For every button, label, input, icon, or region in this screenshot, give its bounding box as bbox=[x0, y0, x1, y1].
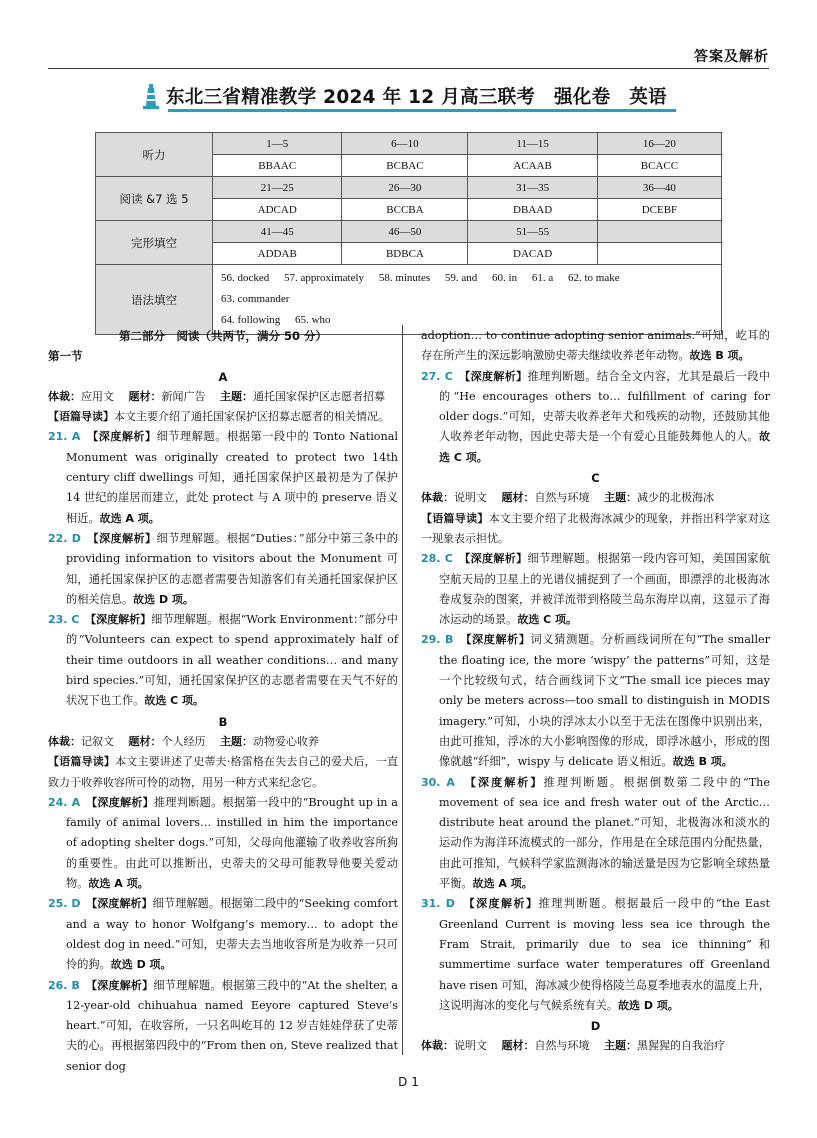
answer-cell: BBAAC bbox=[213, 155, 342, 177]
page-number: D 1 bbox=[398, 1075, 419, 1089]
answer-cell: ADCAD bbox=[213, 199, 342, 221]
range-cell: 11—15 bbox=[468, 133, 597, 155]
passage-label: C bbox=[591, 471, 600, 486]
range-cell bbox=[597, 221, 721, 243]
lighthouse-icon bbox=[140, 82, 162, 110]
grammar-item: 60. in bbox=[492, 272, 518, 284]
grammar-item: 58. minutes bbox=[378, 272, 431, 284]
passage-label: A bbox=[218, 369, 228, 384]
left-column bbox=[48, 326, 398, 1077]
range-cell: 6—10 bbox=[342, 133, 468, 155]
answer-key-label: 答案及解析 bbox=[694, 49, 769, 65]
answer-table bbox=[95, 132, 722, 335]
section-label: 第一节 bbox=[48, 349, 83, 364]
grammar-item: 63. commander bbox=[221, 293, 290, 305]
reading-label: 阅读 &7 选 5 bbox=[96, 177, 213, 221]
range-cell: 21—25 bbox=[213, 177, 342, 199]
range-cell: 26—30 bbox=[342, 177, 468, 199]
answer-cell bbox=[597, 243, 721, 265]
answer-cell: BDBCA bbox=[342, 243, 468, 265]
column-divider bbox=[402, 325, 403, 1055]
range-cell: 41—45 bbox=[213, 221, 342, 243]
passage-guide: 【语篇导读】本文主要介绍了北极海冰减少的现象，并指出科学家对这一现象表示担忧。 bbox=[421, 511, 771, 545]
question-25: 25. D 【深度解析】细节理解题。根据第二段中的“Seeking comfort and a way to honor Wolfgang’s memory… to adopt the oldest dog in need.”可知，史蒂夫去当地收容所是为收养一只可怜的狗。故选 D 项。 bbox=[48, 897, 398, 972]
question-28: 28. C 【深度解析】细节理解题。根据第一段内容可知，美国国家航空航天局的卫星上的光谱仪捕捉到了一个画面，即漂浮的北极海冰卷成复杂的图案，并被洋流带到格陵兰岛东海岸以南，这显示了海冰运动的场景。故选 C 项。 bbox=[421, 552, 771, 627]
passage-meta: 体裁：说明文 题材：自然与环境 主题：黑猩猩的自我治疗 bbox=[421, 1039, 725, 1053]
answer-cell: BCBAC bbox=[342, 155, 468, 177]
question-24: 24. A 【深度解析】推理判断题。根据第一段中的“Brought up in a family of animal lovers… instilled in him the importance of adopting shelter dogs.”可知，父母向他灌输了收养收容所狗的重要性。由此可以推断出，史蒂夫的父母可能教导他要关爱动物。故选 A 项。 bbox=[48, 795, 398, 891]
top-rule bbox=[48, 68, 769, 69]
grammar-item: 56. docked bbox=[221, 272, 270, 284]
question-23: 23. C 【深度解析】细节理解题。根据“Work Environment：”部分中的“Volunteers can expect to spend approximately half of their time outdoors in all weather conditions… and many bird species.”可知，通托国家保护区的志愿者需要在天气不好的状况下也工作。故选 C 项。 bbox=[48, 613, 398, 708]
page-title: 东北三省精准教学 2024 年 12 月高三联考 强化卷 英语 bbox=[166, 87, 667, 108]
answer-cell: ACAAB bbox=[468, 155, 597, 177]
answer-cell: DBAAD bbox=[468, 199, 597, 221]
part-title: 第二部分 阅读（共两节，满分 50 分） bbox=[118, 329, 327, 343]
passage-meta: 体裁：应用文 题材：新闻广告 主题：通托国家保护区志愿者招募 bbox=[48, 389, 385, 403]
range-cell: 46—50 bbox=[342, 221, 468, 243]
question-22: 22. D 【深度解析】细节理解题。根据“Duties：”部分中第三条中的 providing information to visitors about the Monument 可知，通托国家保护区的志愿者需要告知游客们有关通托国家保护区的相关信息。故选 D 项。 bbox=[48, 531, 398, 606]
grammar-item: 62. to make bbox=[568, 272, 620, 284]
answer-cell: DCEBF bbox=[597, 199, 721, 221]
answer-cell: BCACC bbox=[597, 155, 721, 177]
title-underline bbox=[168, 109, 676, 112]
grammar-answers bbox=[213, 265, 722, 335]
grammar-item: 64. following bbox=[221, 314, 281, 326]
passage-guide: 【语篇导读】本文主要介绍了通托国家保护区招募志愿者的相关情况。 bbox=[48, 410, 389, 424]
passage-meta: 体裁：说明文 题材：自然与环境 主题：减少的北极海冰 bbox=[421, 491, 714, 505]
right-column bbox=[421, 326, 770, 1057]
grammar-label: 语法填空 bbox=[96, 265, 213, 335]
answer-cell: BCCBA bbox=[342, 199, 468, 221]
passage-guide: 【语篇导读】本文主要讲述了史蒂夫·格雷格在失去自己的爱犬后，一直致力于收养收容所可怜的动物，用另一种方式来纪念它。 bbox=[48, 755, 399, 789]
range-cell: 1—5 bbox=[213, 133, 342, 155]
title-block bbox=[140, 82, 680, 110]
grammar-item: 65. who bbox=[295, 314, 331, 326]
question-29: 29. B 【深度解析】词义猜测题。分析画线词所在句“The smaller the floating ice, the more ‘wispy’ the patterns”可知，这是一个比较级句式，结合画线词下文“The small ice pieces may only be meters across—too small to distinguish in MODIS imagery.”可知，小块的浮冰太小以至于无法在图像中识别出来，由此可推知，浮冰的大小影响图像的形成，即浮冰越小，形成的图像就越“纤细”，wispy 与 delicate 语义相近。故选 B 项。 bbox=[421, 633, 770, 769]
question-26-continued: adoption… to continue adopting senior animals.”可知，屹耳的存在所产生的深远影响激励史蒂夫继续收养老年动物。故选 B 项。 bbox=[421, 329, 770, 363]
listening-label: 听力 bbox=[96, 133, 213, 177]
range-cell: 16—20 bbox=[597, 133, 721, 155]
cloze-label: 完形填空 bbox=[96, 221, 213, 265]
range-cell: 36—40 bbox=[597, 177, 721, 199]
answer-cell: ADDAB bbox=[213, 243, 342, 265]
question-30: 30. A 【深度解析】推理判断题。根据倒数第二段中的“The movement of sea ice and fresh water out of the Arctic… distribute heat around the planet.”可知，北极海冰和淡水的运动作为海洋环流模式的一部分，作用是在全球范围内分配热量，由此可推知，气候科学家监测海冰的输送量是因为它影响全球热量平衡。故选 A 项。 bbox=[421, 775, 770, 891]
passage-label: D bbox=[590, 1019, 601, 1034]
grammar-item: 61. a bbox=[531, 272, 554, 284]
question-31: 31. D 【深度解析】推理判断题。根据最后一段中的“the East Greenland Current is moving less sea ice through the Fram Strait, primarily due to sea ice thinning”和 summertime surface water temperatures off Greenland have risen 可知，海冰减少使得格陵兰岛夏季地表水的温度上升，这说明海冰的变化与气候系统有关。故选 D 项。 bbox=[421, 897, 770, 1012]
question-21: 21. A 【深度解析】细节理解题。根据第一段中的 Tonto National Monument was originally created to protect two 14th century cliff dwellings 可知，通托国家保护区最初是为了保护 14 世纪的崖居而建立，此处 protect 与 A 项中的 preserve 语义相近。故选 A 项。 bbox=[48, 430, 398, 525]
passage-meta: 体裁：记叙文 题材：个人经历 主题：动物爱心收养 bbox=[48, 734, 319, 748]
range-cell: 51—55 bbox=[468, 221, 597, 243]
answer-cell: DACAD bbox=[468, 243, 597, 265]
range-cell: 31—35 bbox=[468, 177, 597, 199]
grammar-item: 59. and bbox=[444, 272, 478, 284]
grammar-item: 57. approximately bbox=[284, 272, 365, 284]
question-27: 27. C 【深度解析】推理判断题。结合全文内容，尤其是最后一段中的“He encourages others to… fulfillment of caring for older dogs.”可知，史蒂夫收养老年犬和残疾的动物，还鼓励其他人收养老年动物，因此史蒂夫是一个有爱心且能鼓舞他人的人。故选 C 项。 bbox=[421, 369, 771, 464]
question-26: 26. B 【深度解析】细节理解题。根据第三段中的“At the shelter, a 12-year-old chihuahua named Eeyore captured Steve’s heart.”可知，在收容所，一只名叫屹耳的 12 岁吉娃娃俘获了史蒂夫的心。再根据第四段中的“From then on, Steve realized that senior dog bbox=[48, 978, 398, 1073]
passage-label: B bbox=[218, 714, 228, 729]
